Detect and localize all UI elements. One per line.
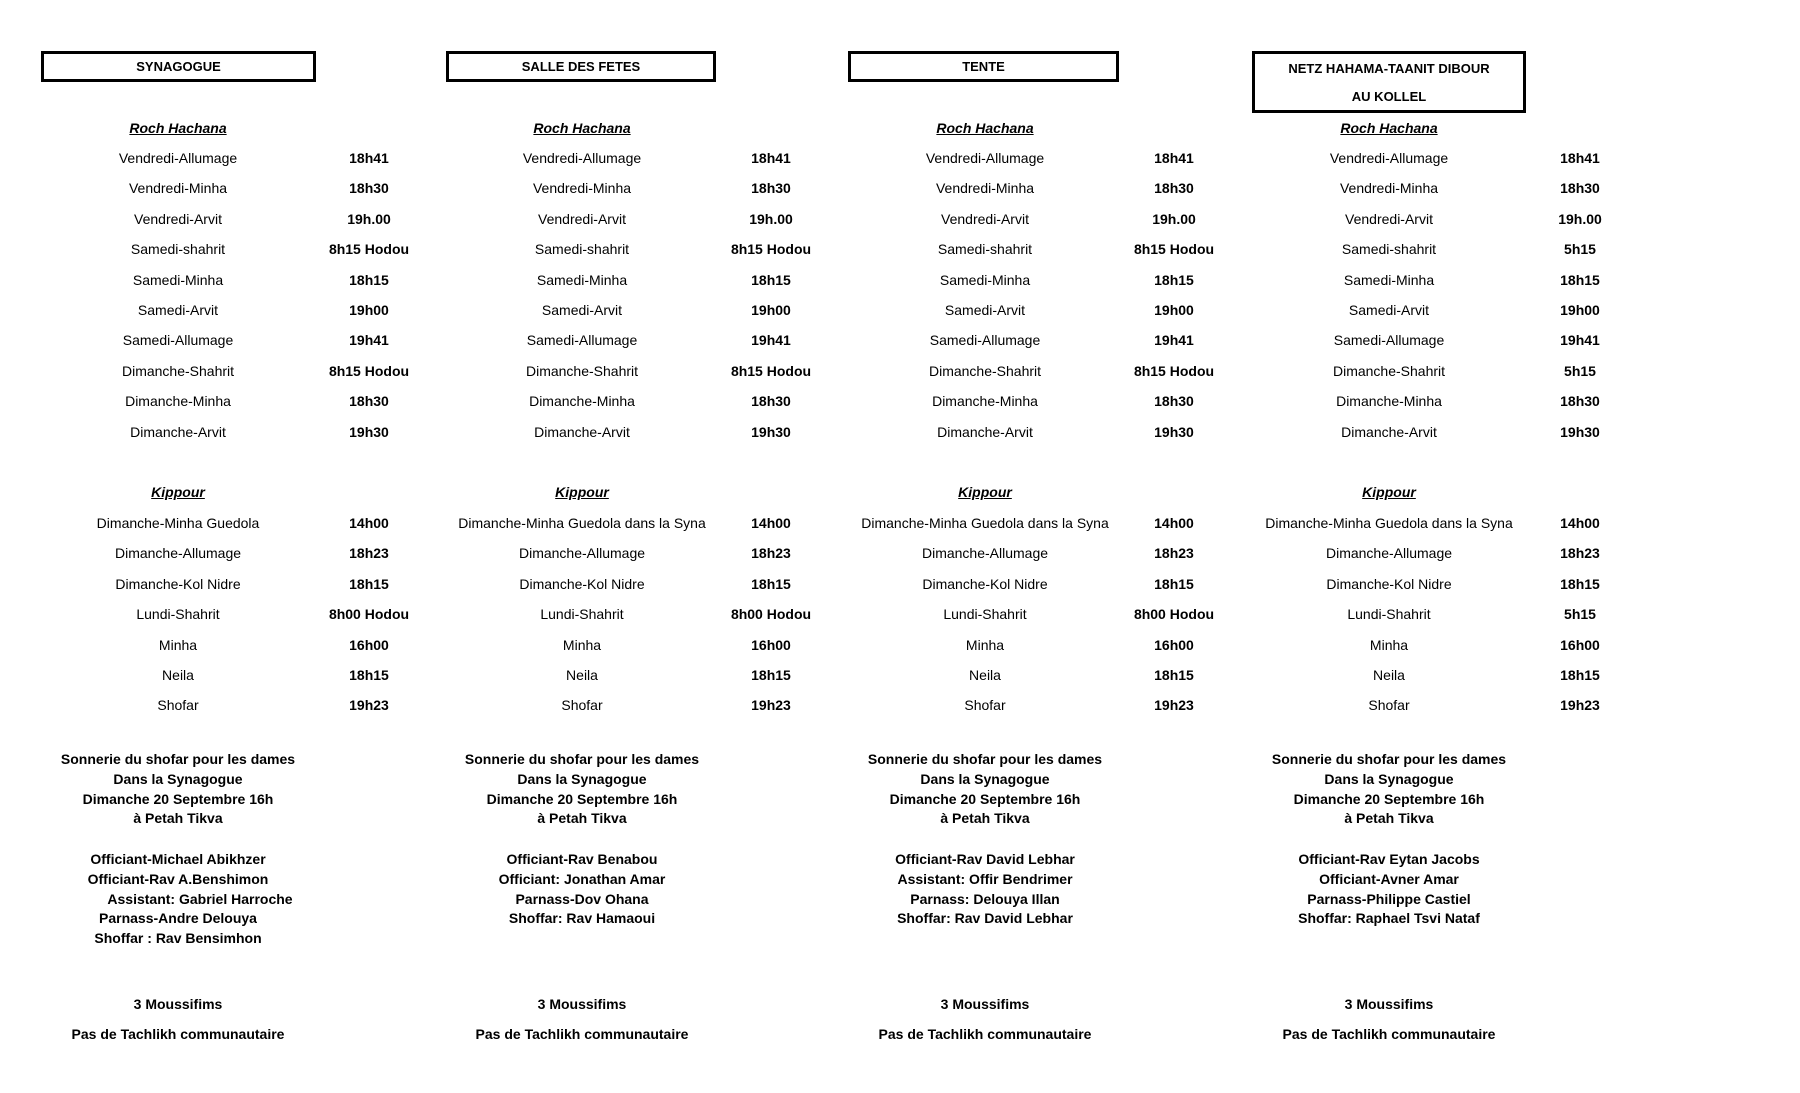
staff-line: Officiant-Rav Eytan Jacobs xyxy=(1298,851,1480,867)
staff-line: Officiant-Rav Benabou xyxy=(506,851,658,867)
schedule-label: Samedi-shahrit xyxy=(937,241,1033,258)
schedule-label: Vendredi-Arvit xyxy=(134,210,222,227)
schedule-label: Dimanche-Shahrit xyxy=(1332,362,1446,379)
tachlikh-note: Pas de Tachlikh communautaire xyxy=(1282,1026,1496,1042)
section-title-kippour: Kippour xyxy=(958,484,1012,500)
schedule-time: 18h15 xyxy=(1560,575,1600,592)
schedule-label: Dimanche-Shahrit xyxy=(121,362,235,379)
section-title-roch-hachana: Roch Hachana xyxy=(533,120,631,136)
schedule-time: 18h23 xyxy=(1154,545,1194,562)
schedule-label: Lundi-Shahrit xyxy=(1347,606,1431,623)
schedule-label: Minha xyxy=(158,636,198,653)
schedule-label: Samedi-Allumage xyxy=(1333,332,1445,349)
schedule-label: Minha xyxy=(562,636,602,653)
staff-line: Parnass: Delouya Illan xyxy=(910,890,1060,907)
schedule-label: Neila xyxy=(162,667,194,683)
schedule-label: Vendredi-Minha xyxy=(935,180,1035,197)
schedule-label: Samedi-Minha xyxy=(132,271,224,288)
schedule-label: Shofar xyxy=(1368,697,1410,714)
staff-line: Shoffar: Rav Hamaoui xyxy=(508,910,656,927)
section-title-roch-hachana: Roch Hachana xyxy=(936,120,1034,136)
staff-line: Shoffar: Rav David Lebhar xyxy=(897,910,1073,927)
schedule-time: 16h00 xyxy=(1154,636,1194,653)
schedule-time: 18h41 xyxy=(1560,150,1600,166)
staff-line: Parnass-Philippe Castiel xyxy=(1307,890,1471,907)
shofar-note-line: Dimanche 20 Septembre 16h xyxy=(889,790,1081,807)
schedule-time: 18h30 xyxy=(349,180,389,197)
schedule-time: 18h30 xyxy=(1560,180,1600,197)
schedule-time: 8h00 Hodou xyxy=(730,606,812,623)
schedule-label: Samedi-Minha xyxy=(939,271,1031,288)
schedule-label: Dimanche-Allumage xyxy=(114,545,242,562)
schedule-label: Vendredi-Allumage xyxy=(118,150,238,166)
schedule-time: 19h41 xyxy=(751,332,791,349)
schedule-time: 19h23 xyxy=(751,697,791,714)
shofar-note-line: Dimanche 20 Septembre 16h xyxy=(82,790,274,807)
section-title-kippour: Kippour xyxy=(555,484,609,500)
schedule-time: 18h41 xyxy=(1154,150,1194,166)
schedule-time: 5h15 xyxy=(1564,241,1596,258)
shofar-note-line: Dans la Synagogue xyxy=(920,770,1050,787)
schedule-label: Dimanche-Minha xyxy=(125,393,231,410)
schedule-time: 18h23 xyxy=(1560,545,1600,562)
schedule-label: Minha xyxy=(965,636,1005,653)
schedule-time: 16h00 xyxy=(349,636,389,653)
staff-line: Assistant: Offir Bendrimer xyxy=(897,870,1073,887)
schedule-label: Dimanche-Minha Guedola dans la Syna xyxy=(1265,515,1513,531)
schedule-label: Shofar xyxy=(561,697,603,714)
schedule-time: 19h30 xyxy=(751,423,791,440)
staff-line: Parnass-Andre Delouya xyxy=(99,910,257,927)
schedule-label: Vendredi-Minha xyxy=(532,180,632,197)
shofar-note-line: à Petah Tikva xyxy=(537,810,627,827)
schedule-time: 19h.00 xyxy=(1558,210,1602,227)
shofar-note-line: Sonnerie du shofar pour les dames xyxy=(867,751,1103,767)
staff-line: Officiant-Rav A.Benshimon xyxy=(87,870,269,887)
schedule-label: Vendredi-Allumage xyxy=(1329,150,1449,166)
schedule-time: 8h15 Hodou xyxy=(1133,241,1215,258)
schedule-time: 19h30 xyxy=(349,423,389,440)
schedule-time: 18h30 xyxy=(1560,393,1600,410)
schedule-time: 19h41 xyxy=(349,332,389,349)
shofar-note-line: Dimanche 20 Septembre 16h xyxy=(1293,790,1485,807)
schedule-label: Dimanche-Kol Nidre xyxy=(519,575,645,592)
schedule-label: Vendredi-Minha xyxy=(128,180,228,197)
moussifims-note: 3 Moussifims xyxy=(940,996,1030,1012)
schedule-label: Minha xyxy=(1369,636,1409,653)
schedule-label: Dimanche-Shahrit xyxy=(525,362,639,379)
schedule-label: Dimanche-Arvit xyxy=(130,423,226,440)
section-title-roch-hachana: Roch Hachana xyxy=(1340,120,1438,136)
tachlikh-note: Pas de Tachlikh communautaire xyxy=(475,1026,689,1042)
location-title: SYNAGOGUE xyxy=(136,59,221,74)
staff-line: Officiant-Avner Amar xyxy=(1319,870,1459,887)
schedule-label: Lundi-Shahrit xyxy=(943,606,1027,623)
staff-line: Officiant-Rav David Lebhar xyxy=(895,851,1075,867)
schedule-time: 18h15 xyxy=(1154,575,1194,592)
schedule-time: 5h15 xyxy=(1564,606,1596,623)
schedule-label: Dimanche-Minha Guedola dans la Syna xyxy=(458,515,706,531)
schedule-time: 16h00 xyxy=(751,636,791,653)
schedule-label: Samedi-Arvit xyxy=(541,302,623,318)
schedule-time: 14h00 xyxy=(1154,515,1194,531)
schedule-time: 16h00 xyxy=(1560,636,1600,653)
schedule-time: 8h15 Hodou xyxy=(730,362,812,379)
section-title-kippour: Kippour xyxy=(151,484,205,500)
schedule-label: Neila xyxy=(566,667,598,683)
schedule-time: 18h15 xyxy=(349,575,389,592)
staff-line: Officiant: Jonathan Amar xyxy=(498,870,666,887)
schedule-time: 18h15 xyxy=(1154,667,1194,683)
schedule-label: Shofar xyxy=(964,697,1006,714)
schedule-label: Vendredi-Arvit xyxy=(941,210,1029,227)
schedule-time: 8h00 Hodou xyxy=(1133,606,1215,623)
section-title-kippour: Kippour xyxy=(1362,484,1416,500)
schedule-time: 18h15 xyxy=(1154,271,1194,288)
schedule-label: Shofar xyxy=(157,697,199,714)
schedule-time: 19h23 xyxy=(349,697,389,714)
staff-line: Assistant: Gabriel Harroche xyxy=(107,890,293,907)
schedule-label: Dimanche-Arvit xyxy=(534,423,630,440)
schedule-label: Dimanche-Minha Guedola xyxy=(96,515,260,531)
schedule-label: Dimanche-Minha xyxy=(529,393,635,410)
shofar-note-line: Sonnerie du shofar pour les dames xyxy=(464,751,700,767)
staff-line: Parnass-Dov Ohana xyxy=(515,890,649,907)
schedule-label: Samedi-Allumage xyxy=(929,332,1041,349)
location-header-box xyxy=(446,51,716,82)
schedule-label: Samedi-Minha xyxy=(1343,271,1435,288)
location-title: NETZ HAHAMA-TAANIT DIBOUR xyxy=(1288,60,1490,76)
schedule-label: Samedi-Allumage xyxy=(526,332,638,349)
schedule-time: 8h15 Hodou xyxy=(730,241,812,258)
moussifims-note: 3 Moussifims xyxy=(537,996,627,1012)
staff-line: Shoffar : Rav Bensimhon xyxy=(94,930,262,947)
schedule-time: 19h00 xyxy=(1560,302,1600,318)
schedule-time: 8h15 Hodou xyxy=(1133,362,1215,379)
moussifims-note: 3 Moussifims xyxy=(133,996,223,1012)
schedule-time: 18h41 xyxy=(751,150,791,166)
location-header-box xyxy=(848,51,1119,82)
schedule-time: 18h41 xyxy=(349,150,389,166)
shofar-note-line: Dans la Synagogue xyxy=(517,770,647,787)
schedule-time: 19h00 xyxy=(751,302,791,318)
schedule-label: Samedi-Arvit xyxy=(1348,302,1430,318)
schedule-time: 19h23 xyxy=(1154,697,1194,714)
schedule-label: Dimanche-Minha Guedola dans la Syna xyxy=(861,515,1109,531)
schedule-time: 18h23 xyxy=(349,545,389,562)
shofar-note-line: Sonnerie du shofar pour les dames xyxy=(1271,751,1507,767)
schedule-label: Dimanche-Kol Nidre xyxy=(1326,575,1452,592)
shofar-note-line: à Petah Tikva xyxy=(133,810,223,827)
location-title: TENTE xyxy=(962,59,1005,74)
schedule-label: Vendredi-Minha xyxy=(1339,180,1439,197)
schedule-label: Vendredi-Allumage xyxy=(522,150,642,166)
shofar-note-line: Dans la Synagogue xyxy=(1324,770,1454,787)
schedule-time: 18h30 xyxy=(1154,180,1194,197)
staff-line: Officiant-Michael Abikhzer xyxy=(90,851,266,867)
schedule-label: Samedi-shahrit xyxy=(534,241,630,258)
tachlikh-note: Pas de Tachlikh communautaire xyxy=(71,1026,285,1042)
schedule-time: 18h30 xyxy=(751,180,791,197)
schedule-time: 8h15 Hodou xyxy=(328,362,410,379)
schedule-time: 18h30 xyxy=(751,393,791,410)
schedule-label: Vendredi-Arvit xyxy=(538,210,626,227)
schedule-time: 14h00 xyxy=(349,515,389,531)
location-header-box xyxy=(1252,51,1526,113)
schedule-time: 19h23 xyxy=(1560,697,1600,714)
tachlikh-note: Pas de Tachlikh communautaire xyxy=(878,1026,1092,1042)
schedule-label: Samedi-shahrit xyxy=(1341,241,1437,258)
schedule-label: Samedi-Minha xyxy=(536,271,628,288)
schedule-label: Lundi-Shahrit xyxy=(136,606,220,623)
schedule-time: 8h15 Hodou xyxy=(328,241,410,258)
shofar-note-line: Dans la Synagogue xyxy=(113,770,243,787)
shofar-note-line: Sonnerie du shofar pour les dames xyxy=(60,751,296,767)
location-title: AU KOLLEL xyxy=(1351,88,1427,104)
section-title-roch-hachana: Roch Hachana xyxy=(129,120,227,136)
schedule-time: 18h30 xyxy=(349,393,389,410)
schedule-label: Dimanche-Allumage xyxy=(1325,545,1453,562)
schedule-time: 18h15 xyxy=(349,271,389,288)
schedule-time: 18h15 xyxy=(751,667,791,683)
schedule-label: Lundi-Shahrit xyxy=(540,606,624,623)
schedule-label: Dimanche-Allumage xyxy=(921,545,1049,562)
shofar-note-line: à Petah Tikva xyxy=(1344,810,1434,827)
schedule-time: 19h.00 xyxy=(1152,210,1196,227)
schedule-time: 19h30 xyxy=(1560,423,1600,440)
shofar-note-line: Dimanche 20 Septembre 16h xyxy=(486,790,678,807)
location-title: SALLE DES FETES xyxy=(521,59,641,74)
schedule-label: Neila xyxy=(1373,667,1405,683)
schedule-time: 18h15 xyxy=(1560,271,1600,288)
schedule-time: 5h15 xyxy=(1564,362,1596,379)
schedule-label: Dimanche-Arvit xyxy=(937,423,1033,440)
schedule-label: Samedi-Arvit xyxy=(137,302,219,318)
schedule-label: Dimanche-Allumage xyxy=(518,545,646,562)
staff-line: Shoffar: Raphael Tsvi Nataf xyxy=(1298,910,1480,927)
schedule-label: Dimanche-Kol Nidre xyxy=(922,575,1048,592)
schedule-label: Dimanche-Arvit xyxy=(1341,423,1437,440)
schedule-label: Dimanche-Kol Nidre xyxy=(115,575,241,592)
schedule-time: 18h30 xyxy=(1154,393,1194,410)
schedule-label: Dimanche-Shahrit xyxy=(928,362,1042,379)
schedule-label: Samedi-shahrit xyxy=(130,241,226,258)
schedule-label: Samedi-Allumage xyxy=(122,332,234,349)
moussifims-note: 3 Moussifims xyxy=(1344,996,1434,1012)
schedule-label: Samedi-Arvit xyxy=(944,302,1026,318)
schedule-label: Vendredi-Allumage xyxy=(925,150,1045,166)
schedule-time: 18h15 xyxy=(1560,667,1600,683)
schedule-time: 19h00 xyxy=(1154,302,1194,318)
schedule-label: Dimanche-Minha xyxy=(1336,393,1442,410)
schedule-time: 19h30 xyxy=(1154,423,1194,440)
location-header-box xyxy=(41,51,316,82)
schedule-time: 18h23 xyxy=(751,545,791,562)
schedule-time: 14h00 xyxy=(1560,515,1600,531)
schedule-time: 19h.00 xyxy=(749,210,793,227)
schedule-label: Dimanche-Minha xyxy=(932,393,1038,410)
schedule-label: Neila xyxy=(969,667,1001,683)
schedule-label: Vendredi-Arvit xyxy=(1345,210,1433,227)
schedule-time: 18h15 xyxy=(349,667,389,683)
schedule-time: 19h41 xyxy=(1154,332,1194,349)
schedule-time: 18h15 xyxy=(751,271,791,288)
schedule-time: 8h00 Hodou xyxy=(328,606,410,623)
schedule-time: 18h15 xyxy=(751,575,791,592)
schedule-time: 14h00 xyxy=(751,515,791,531)
schedule-time: 19h00 xyxy=(349,302,389,318)
schedule-time: 19h.00 xyxy=(347,210,391,227)
schedule-time: 19h41 xyxy=(1560,332,1600,349)
shofar-note-line: à Petah Tikva xyxy=(940,810,1030,827)
